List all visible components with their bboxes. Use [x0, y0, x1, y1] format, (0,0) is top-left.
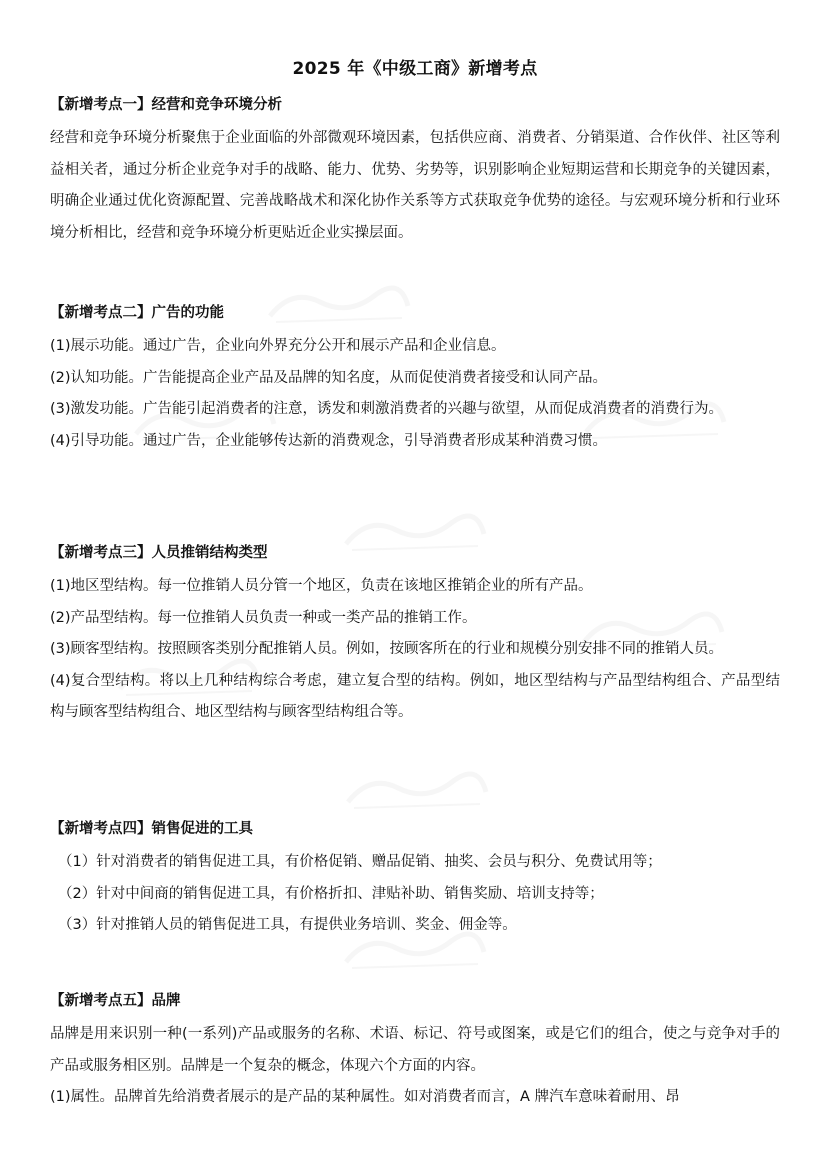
- section-heading: 【新增考点二】广告的功能: [50, 305, 224, 321]
- list-item: (3)顾客型结构。按照顾客类别分配推销人员。例如，按顾客所在的行业和规模分别安排不同的推销人员。: [50, 641, 724, 657]
- section-heading: 【新增考点三】人员推销结构类型: [50, 545, 268, 561]
- list-item: (2)认知功能。广告能提高企业产品及品牌的知名度，从而促使消费者接受和认同产品。: [50, 369, 608, 386]
- section-advertising-functions: [50, 302, 780, 457]
- section-heading: 【新增考点五】品牌: [50, 993, 181, 1009]
- list-item: （1）针对消费者的销售促进工具，有价格促销、赠品促销、抽奖、会员与积分、免费试用等；: [58, 854, 662, 870]
- list-item: (3)激发功能。广告能引起消费者的注意，诱发和刺激消费者的兴趣与欲望，从而促成消费者的消费行为。: [50, 401, 724, 417]
- section-heading: 【新增考点四】销售促进的工具: [50, 821, 253, 837]
- list-item: (2)产品型结构。每一位推销人员负责一种或一类产品的推销工作。: [50, 609, 477, 626]
- list-item: （2）针对中间商的销售促进工具，有价格折扣、津贴补助、销售奖励、培训支持等；: [58, 885, 604, 902]
- list-item: (4)复合型结构。将以上几种结构综合考虑，建立复合型的结构。例如，地区型结构与产品型结构组合、产品型结构与顾客型结构组合、地区型结构与顾客型结构组合等。: [50, 672, 780, 720]
- list-item: (1)地区型结构。每一位推销人员分管一个地区，负责在该地区推销企业的所有产品。: [50, 578, 593, 594]
- watermark-logo-icon: [340, 768, 490, 814]
- section-brand: [50, 990, 780, 1114]
- list-item: (1)属性。品牌首先给消费者展示的是产品的某种属性。如对消费者而言，A 牌汽车意味着耐用、昂: [50, 1089, 680, 1105]
- section-personal-selling-structure: [50, 542, 780, 729]
- section-heading: 【新增考点一】经营和竞争环境分析: [50, 97, 282, 113]
- section-paragraph: 经营和竞争环境分析聚焦于企业面临的外部微观环境因素，包括供应商、消费者、分销渠道、合作伙伴、社区等利益相关者，通过分析企业竞争对手的战略、能力、优势、劣势等，识别影响企业短期运营和长期竞争的关键因素，明确企业通过优化资源配置、完善战略战术和深化协作关系等方式获取竞争优势的途径。与宏观环境分析和行业环境分析相比，经营和竞争环境分析更贴近企业实操层面。: [50, 130, 780, 241]
- list-item: （3）针对推销人员的销售促进工具，有提供业务培训、奖金、佣金等。: [58, 917, 517, 933]
- list-item: (1)展示功能。通过广告，企业向外界充分公开和展示产品和企业信息。: [50, 338, 506, 354]
- section-business-competition-analysis: [50, 94, 780, 249]
- list-item: (4)引导功能。通过广告，企业能够传达新的消费观念，引导消费者形成某种消费习惯。: [50, 432, 608, 449]
- document-title: 2025 年《中级工商》新增考点: [292, 59, 538, 79]
- section-paragraph: 品牌是用来识别一种(一系列)产品或服务的名称、术语、标记、符号或图案，或是它们的组合，使之与竞争对手的产品或服务相区别。品牌是一个复杂的概念，体现六个方面的内容。: [50, 1026, 780, 1074]
- section-sales-promotion-tools: [50, 818, 780, 942]
